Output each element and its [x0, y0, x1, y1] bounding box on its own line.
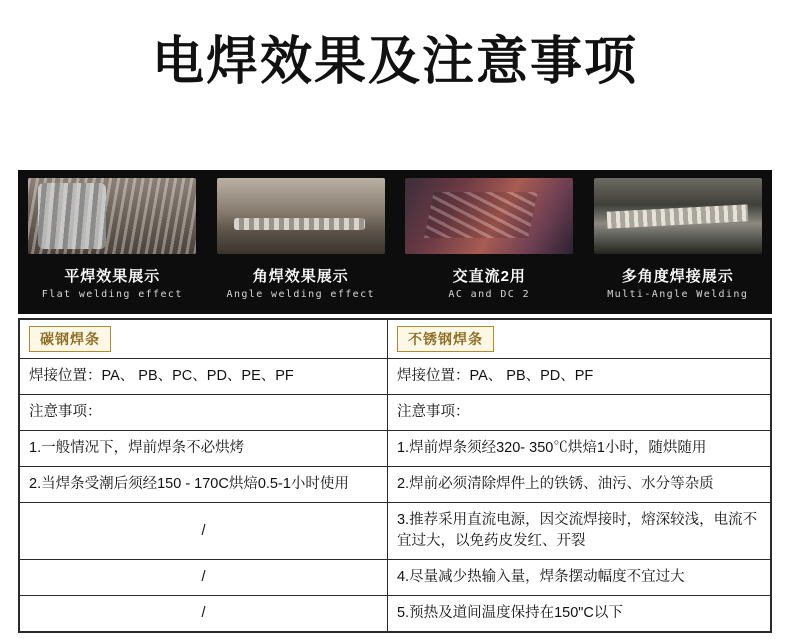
angle-welding-caption-cn: 角焊效果展示	[252, 268, 349, 285]
cell-note-stainless-3: 3.推荐采用直流电源，因交流焊接时，熔深较浅，电流不宜过大，以免药皮发红、开裂	[387, 503, 770, 560]
header-cell-stainless-steel	[387, 320, 770, 359]
page-title: 电焊效果及注意事项	[151, 33, 638, 91]
table-row	[20, 359, 771, 395]
cell-note-stainless-2: 2.焊前必须清除焊件上的铁锈、油污、水分等杂质	[387, 467, 770, 503]
table-row	[20, 503, 771, 560]
ac-dc-caption-en: AC and DC 2	[448, 289, 531, 300]
gallery-item-angle-welding	[207, 170, 396, 314]
gallery-item-flat-welding	[18, 170, 207, 314]
flat-welding-caption-cn: 平焊效果展示	[64, 268, 161, 285]
cell-note-stainless-1: 1.焊前焊条须经320- 350℃烘焙1小时，随烘随用	[387, 431, 770, 467]
spec-table-container	[18, 318, 772, 633]
table-row	[20, 467, 771, 503]
table-row	[20, 596, 771, 632]
angle-welding-photo	[217, 178, 385, 254]
spec-table	[19, 319, 771, 632]
table-row-header	[20, 320, 771, 359]
cell-note-carbon-2: 2.当焊条受潮后须经150 - 170C烘焙0.5-1小时使用	[20, 467, 388, 503]
cell-position-stainless: 焊接位置：PA、 PB、PD、PF	[387, 359, 770, 395]
flat-welding-caption-en: Flat welding effect	[41, 289, 183, 300]
table-row	[20, 560, 771, 596]
stainless-steel-badge: 不锈钢焊条	[397, 326, 494, 352]
gallery-item-ac-dc	[395, 170, 584, 314]
multi-angle-caption-cn: 多角度焊接展示	[621, 268, 734, 285]
gallery-item-multi-angle	[584, 170, 773, 314]
angle-welding-caption-en: Angle welding effect	[226, 289, 375, 300]
cell-note-stainless-5: 5.预热及道间温度保持在150"C以下	[387, 596, 770, 632]
cell-empty-carbon-3: /	[20, 596, 388, 632]
flat-welding-photo	[28, 178, 196, 254]
cell-position-carbon: 焊接位置：PA、 PB、PC、PD、PE、PF	[20, 359, 388, 395]
ac-dc-photo	[405, 178, 573, 254]
table-row	[20, 431, 771, 467]
cell-empty-carbon-1: /	[20, 503, 388, 560]
ac-dc-caption-cn: 交直流2用	[452, 268, 526, 285]
cell-note-stainless-4: 4.尽量减少热输入量，焊条摆动幅度不宜过大	[387, 560, 770, 596]
header-cell-carbon-steel	[20, 320, 388, 359]
carbon-steel-badge: 碳钢焊条	[29, 326, 111, 352]
photo-gallery	[18, 170, 772, 314]
multi-angle-photo	[594, 178, 762, 254]
cell-empty-carbon-2: /	[20, 560, 388, 596]
cell-notes-label-stainless: 注意事项：	[387, 395, 770, 431]
cell-notes-label-carbon: 注意事项：	[20, 395, 388, 431]
cell-note-carbon-1: 1.一般情况下，焊前焊条不必烘烤	[20, 431, 388, 467]
table-row	[20, 395, 771, 431]
multi-angle-caption-en: Multi-Angle Welding	[607, 289, 749, 300]
